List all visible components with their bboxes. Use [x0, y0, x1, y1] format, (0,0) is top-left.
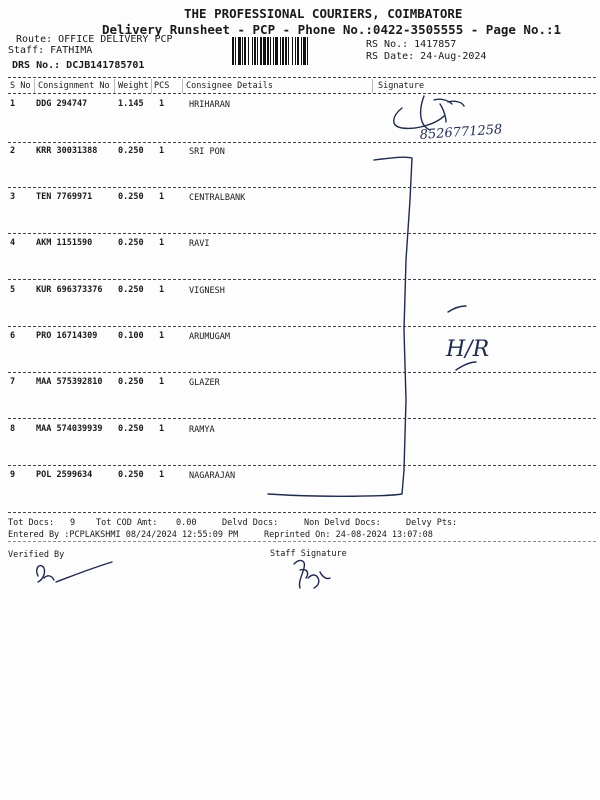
entered-by: Entered By :PCPLAKSHMI 08/24/2024 12:55:09 PM: [8, 530, 239, 540]
row-consignment: PRO 16714309: [36, 331, 98, 341]
bracket-mark: [268, 157, 412, 496]
row-consignment: KRR 30031388: [36, 146, 98, 156]
row-weight: 1.145: [118, 99, 144, 109]
row-sno: 2: [10, 146, 16, 156]
row-pcs: 1: [159, 424, 165, 434]
row-weight: 0.250: [118, 470, 144, 480]
row-weight: 0.250: [118, 192, 144, 202]
row-weight: 0.250: [118, 238, 144, 248]
rs-date: RS Date: 24-Aug-2024: [366, 51, 487, 62]
row-consignment: MAA 574039939: [36, 424, 103, 434]
row-pcs: 1: [159, 99, 165, 109]
row-sno: 4: [10, 238, 16, 248]
row-weight: 0.100: [118, 331, 144, 341]
staff-signature-label: Staff Signature: [270, 549, 347, 559]
row-weight: 0.250: [118, 377, 144, 387]
tick-mark: [456, 362, 476, 370]
handwritten-phone: 8526771258: [419, 122, 503, 143]
row-weight: 0.250: [118, 424, 144, 434]
row-sno: 8: [10, 424, 16, 434]
row-pcs: 1: [159, 470, 165, 480]
col-header-sno: S No: [10, 81, 31, 91]
col-header-pcs: PCS: [154, 81, 170, 91]
row-consignment: TEN 7769971: [36, 192, 93, 202]
tot-cod-value: 0.00: [176, 518, 197, 528]
row-consignee: CENTRALBANK: [189, 193, 246, 203]
row-consignment: MAA 575392810: [36, 377, 103, 387]
staff-signature-scribble: [294, 561, 330, 588]
verified-by-label: Verified By: [8, 550, 65, 560]
non-delvd-docs-label: Non Delvd Docs:: [304, 518, 381, 528]
row-consignment: POL 2599634: [36, 470, 93, 480]
runsheet-title: Delivery Runsheet - PCP - Phone No.:0422-3505555 - Page No.:1: [102, 22, 562, 37]
col-header-consignee: Consignee Details: [186, 81, 273, 91]
row-consignee: VIGNESH: [189, 286, 225, 296]
tick-mark: [448, 306, 466, 312]
row-pcs: 1: [159, 238, 165, 248]
route-label: Route: OFFICE DELIVERY PCP: [16, 34, 173, 45]
tot-cod-label: Tot COD Amt:: [96, 518, 158, 528]
company-name: THE PROFESSIONAL COURIERS, COIMBATORE: [184, 6, 463, 21]
row-pcs: 1: [159, 331, 165, 341]
verified-signature: [37, 562, 112, 582]
col-header-weight: Weight: [118, 81, 149, 91]
handwritten-note: H/R: [446, 337, 490, 362]
row-pcs: 1: [159, 285, 165, 295]
drs-number: DRS No.: DCJB141785701: [12, 60, 145, 71]
row-consignee: RAVI: [189, 239, 210, 249]
row-consignment: KUR 696373376: [36, 285, 103, 295]
row-consignee: GLAZER: [189, 378, 220, 388]
row-weight: 0.250: [118, 146, 144, 156]
col-header-consignment: Consignment No: [38, 81, 110, 91]
row-consignment: AKM 1151590: [36, 238, 93, 248]
row-sno: 9: [10, 470, 16, 480]
row-consignee: NAGARAJAN: [189, 471, 236, 481]
row-pcs: 1: [159, 192, 165, 202]
row-sno: 7: [10, 377, 16, 387]
staff-label: Staff: FATHIMA: [8, 45, 93, 56]
delvd-docs-label: Delvd Docs:: [222, 518, 279, 528]
row-consignee: RAMYA: [189, 425, 215, 435]
col-header-signature: Signature: [378, 81, 425, 91]
row-weight: 0.250: [118, 285, 144, 295]
rs-number: RS No.: 1417857: [366, 39, 457, 50]
row-sno: 5: [10, 285, 16, 295]
row-consignee: HRIHARAN: [189, 100, 230, 110]
row-sno: 6: [10, 331, 16, 341]
row-sno: 1: [10, 99, 16, 109]
row-sno: 3: [10, 192, 16, 202]
reprinted-on: Reprinted On: 24-08-2024 13:07:08: [264, 530, 433, 540]
tot-docs-label: Tot Docs:: [8, 518, 55, 528]
row-consignment: DDG 294747: [36, 99, 88, 109]
row-pcs: 1: [159, 377, 165, 387]
row-consignee: SRI PON: [189, 147, 225, 157]
tot-docs-value: 9: [70, 518, 76, 528]
row-consignee: ARUMUGAM: [189, 332, 230, 342]
delvy-pts-label: Delvy Pts:: [406, 518, 458, 528]
row-pcs: 1: [159, 146, 165, 156]
